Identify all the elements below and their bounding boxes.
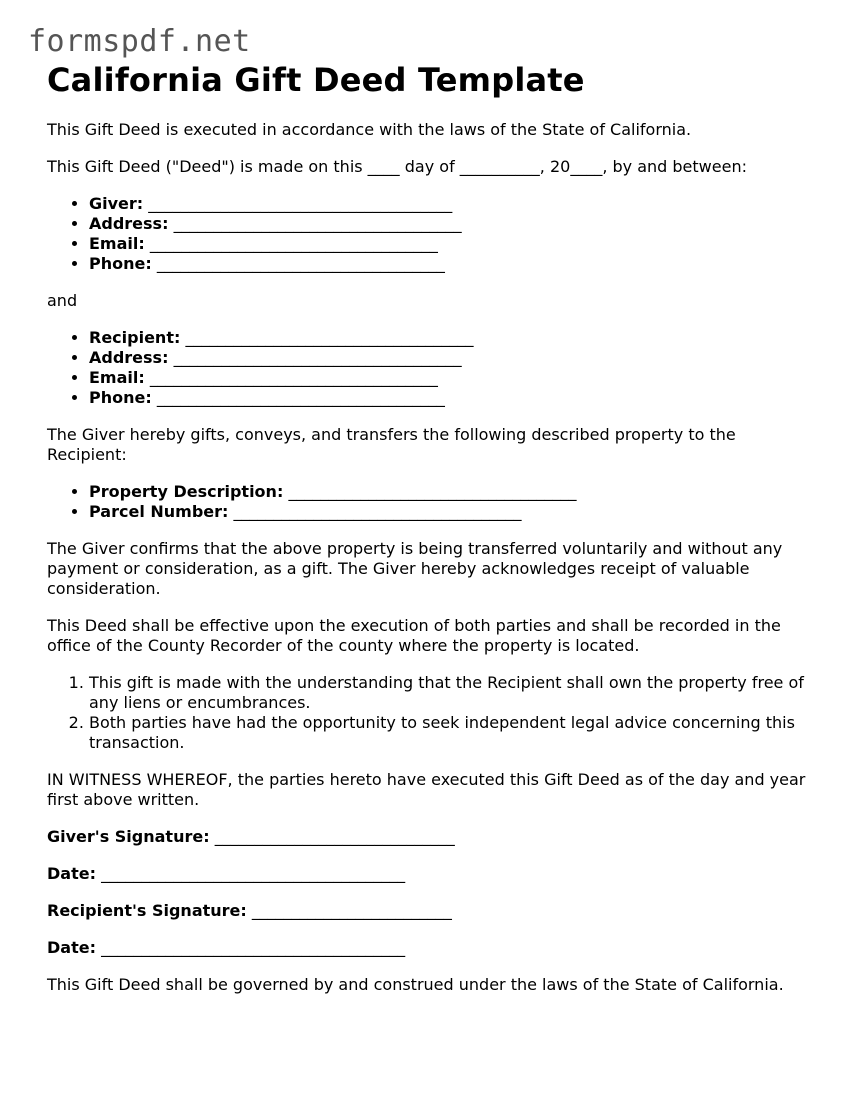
recipient-name-field[interactable]: • Recipient: ____________________________________ — [89, 328, 817, 348]
document-page — [47, 58, 817, 1012]
term-item: 2. Both parties have had the opportunity to seek independent legal advice concerning this transaction. — [89, 713, 817, 753]
recipient-signature-field[interactable]: Recipient's Signature: _________________________ — [47, 901, 452, 920]
property-description-field[interactable]: • Property Description: ____________________________________ — [89, 482, 817, 502]
giver-name-field[interactable]: • Giver: ______________________________________ — [89, 194, 817, 214]
giver-email-field[interactable]: • Email: ____________________________________ — [89, 234, 817, 254]
giver-phone-field[interactable]: • Phone: ____________________________________ — [89, 254, 817, 274]
giver-date-field[interactable]: Date: ______________________________________ — [47, 864, 406, 883]
witness-paragraph: IN WITNESS WHEREOF, the parties hereto have executed this Gift Deed as of the day and year first above written. — [47, 770, 806, 809]
giver-fields-list — [47, 194, 817, 274]
watermark-logo: formspdf.net — [28, 24, 251, 59]
term-item: 1. This gift is made with the understanding that the Recipient shall own the property free of any liens or encumbrances. — [89, 673, 817, 713]
recipient-email-field[interactable]: • Email: ____________________________________ — [89, 368, 817, 388]
effective-paragraph: This Deed shall be effective upon the execution of both parties and shall be recorded in the office of the County Recorder of the county where the property is located. — [47, 616, 781, 655]
giver-signature-field[interactable]: Giver's Signature: ______________________________ — [47, 827, 455, 846]
property-fields-list — [47, 482, 817, 522]
page-title: California Gift Deed Template — [47, 61, 585, 99]
and-text: and — [47, 291, 78, 310]
confirm-paragraph: The Giver confirms that the above property is being transferred voluntarily and without any payment or consideration, as a gift. The Giver hereby acknowledges receipt of valuable consideration. — [47, 539, 783, 598]
intro-paragraph: This Gift Deed is executed in accordance with the laws of the State of California. — [47, 120, 692, 139]
transfer-paragraph: The Giver hereby gifts, conveys, and transfers the following described property to the Recipient: — [47, 425, 736, 464]
recipient-fields-list — [47, 328, 817, 408]
recipient-phone-field[interactable]: • Phone: ____________________________________ — [89, 388, 817, 408]
giver-address-field[interactable]: • Address: ____________________________________ — [89, 214, 817, 234]
governing-paragraph: This Gift Deed shall be governed by and construed under the laws of the State of California. — [47, 975, 784, 994]
recipient-date-field[interactable]: Date: ______________________________________ — [47, 938, 406, 957]
made-on-paragraph: This Gift Deed ("Deed") is made on this ____ day of __________, 20____, by and between: — [47, 157, 747, 176]
terms-list — [47, 673, 817, 753]
recipient-address-field[interactable]: • Address: ____________________________________ — [89, 348, 817, 368]
parcel-number-field[interactable]: • Parcel Number: ____________________________________ — [89, 502, 817, 522]
